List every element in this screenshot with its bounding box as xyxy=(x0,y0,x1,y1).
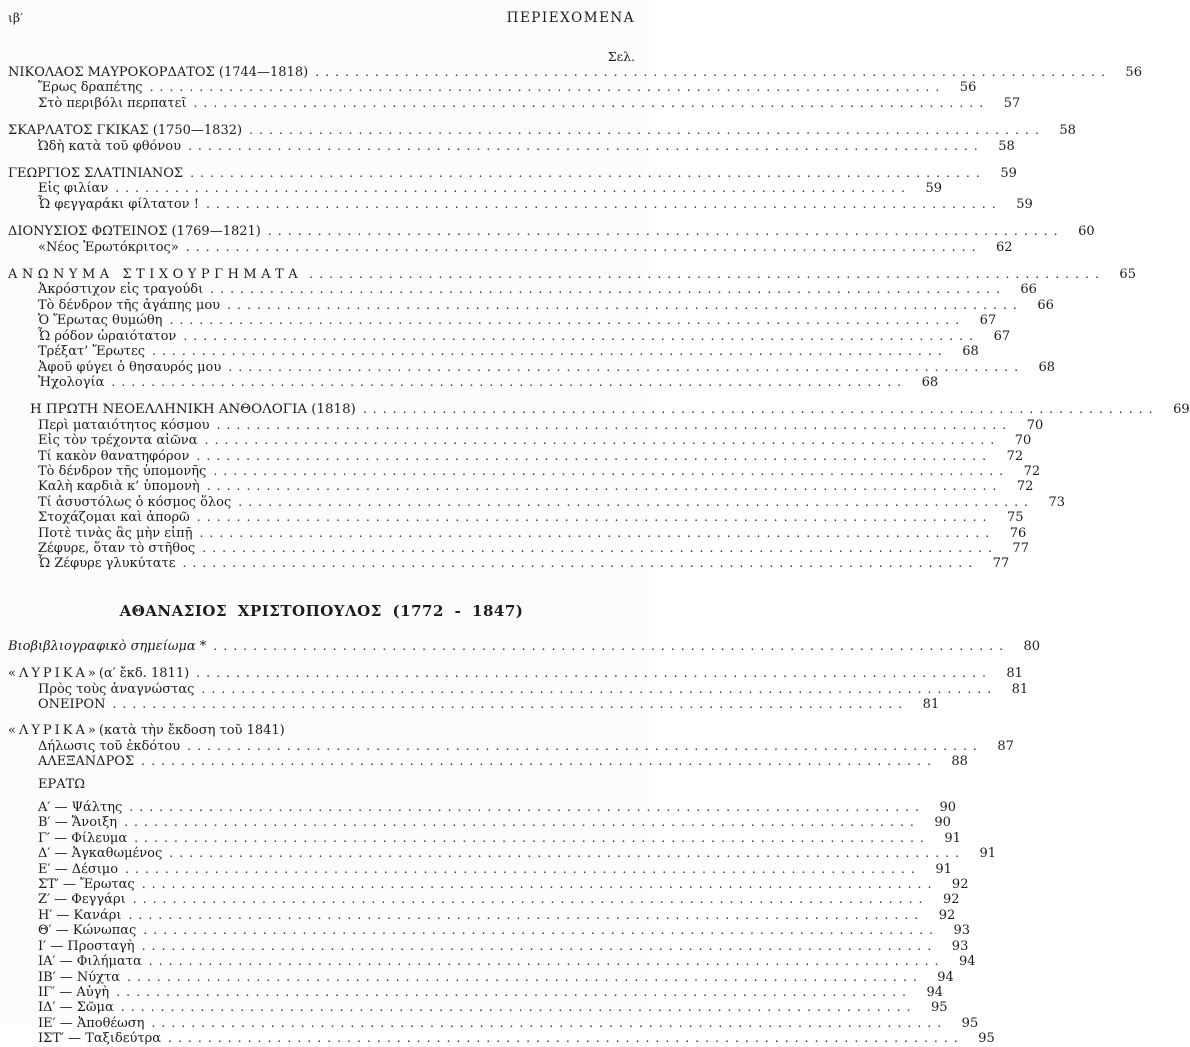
dot-leader xyxy=(206,197,997,212)
toc-entry-page: 95 xyxy=(961,1015,979,1031)
toc-entry xyxy=(8,239,1013,255)
toc-entry-page: 95 xyxy=(931,1000,948,1016)
toc-entry-page: 60 xyxy=(1078,224,1095,240)
dot-leader xyxy=(238,495,1029,510)
toc-entry-page: 58 xyxy=(998,138,1015,154)
toc-entry xyxy=(8,778,635,792)
toc-entry xyxy=(8,313,997,329)
dot-leader xyxy=(183,329,974,344)
toc-entry-title: Καλὴ καρδιὰ κ’ ὑπομονὴ xyxy=(38,479,200,495)
dot-leader xyxy=(268,224,1059,239)
toc-entry-page: 75 xyxy=(1006,510,1024,526)
toc-entry-title: ΣΚΑΡΛΑΤΟΣ ΓΚΙΚΑΣ (1750—1832) xyxy=(8,123,243,139)
toc-entry-title: Ποτὲ τινὰς ἂς μὴν εἰπῇ xyxy=(38,525,193,541)
dot-leader xyxy=(125,862,916,877)
toc-entry-title: Ι′ — Προσταγὴ xyxy=(38,938,135,954)
dot-leader xyxy=(116,985,907,1000)
toc-entry-title: ΟΝΕΙΡΟΝ xyxy=(38,697,106,712)
toc-entry xyxy=(8,510,1024,526)
toc-entry-title: ΑΝΩΝΥΜΑ ΣΤΙΧΟΥΡΓΗΜΑΤΑ xyxy=(8,267,303,283)
dot-leader xyxy=(201,682,992,697)
dot-leader xyxy=(141,754,932,769)
toc-entry xyxy=(8,969,954,985)
toc-entry xyxy=(8,984,944,1000)
dot-leader xyxy=(142,939,933,954)
toc-entry xyxy=(8,402,1190,418)
dot-leader xyxy=(190,166,981,181)
toc-entry-page: 68 xyxy=(1038,359,1056,375)
toc-entry-title: «Νέος Ἐρωτόκριτος» xyxy=(38,239,179,255)
toc-entry xyxy=(8,697,940,712)
toc-entry-title: «ΛΥΡΙΚΑ» xyxy=(8,666,99,682)
dot-leader xyxy=(207,479,998,494)
toc-entry-title: Α′ — Ψάλτης xyxy=(38,800,123,816)
dot-leader xyxy=(124,815,915,830)
toc-entry-title: ΕΡΑΤΩ xyxy=(38,776,86,792)
toc-entry-page: 58 xyxy=(1059,123,1076,139)
dot-leader xyxy=(196,666,987,681)
toc-entry xyxy=(8,181,942,197)
toc-entry xyxy=(8,681,1029,697)
toc-entry-page: 56 xyxy=(959,80,977,96)
dot-leader xyxy=(112,697,903,712)
toc-entry-page: 91 xyxy=(935,861,952,877)
dot-leader xyxy=(121,1000,912,1015)
toc-entry xyxy=(8,479,1034,495)
toc-entry-page: 69 xyxy=(1173,402,1190,418)
toc-entry-title: Ὦ φεγγαράκι φίλτατον ! xyxy=(38,196,199,212)
toc-entry xyxy=(8,892,960,908)
toc-entry-title: Η ΠΡΩΤΗ ΝΕΟΕΛΛΗΝΙΚΗ ΑΝΘΟΛΟΓΙΑ (1818) xyxy=(30,402,356,418)
toc-entry-page: 68 xyxy=(921,374,939,390)
toc-entry-page: 68 xyxy=(962,344,979,360)
toc-entry-title: Ζέφυρε, ὅταν τὸ στῆθος xyxy=(38,540,196,556)
dot-leader xyxy=(128,908,919,923)
toc-entry-page: 72 xyxy=(1023,463,1041,479)
toc-entry-title: Ζ′ — Φεγγάρι xyxy=(38,892,126,908)
toc-entry xyxy=(8,95,1021,111)
toc-entry xyxy=(8,359,1056,375)
toc-entry xyxy=(8,815,951,831)
toc-entry xyxy=(8,267,1136,283)
toc-entry-title-suffix: (κατὰ τὴν ἔκδοση τοῦ 1841) xyxy=(98,723,285,739)
toc-entry xyxy=(8,166,1017,182)
toc-entry-page: 70 xyxy=(1014,433,1032,449)
toc-entry-title: Τὸ δένδρον τῆς ἀγάπης μου xyxy=(38,297,221,313)
toc-entry-title: Ἀφοῦ φύγει ὁ θησαυρός μου xyxy=(38,359,222,375)
toc-entry xyxy=(8,433,1032,449)
toc-entry xyxy=(8,123,1076,139)
toc-entry-title: ΙΒ′ — Νύχτα xyxy=(38,969,121,985)
dot-leader xyxy=(228,360,1019,375)
toc-entry-page: 93 xyxy=(951,938,969,954)
toc-entry xyxy=(8,80,977,96)
dot-leader xyxy=(142,877,933,892)
toc-entry xyxy=(8,196,1033,212)
toc-entry xyxy=(8,1031,995,1047)
toc-entry-page: 81 xyxy=(1011,681,1029,697)
toc-entry-page: 66 xyxy=(1020,282,1037,298)
toc-entry-title: Ἠχολογία xyxy=(38,374,105,390)
section-heading: ΑΘΑΝΑΣΙΟΣ ΧΡΙΣΤΟΠΟΥΛΟΣ (1772 - 1847) xyxy=(119,601,524,620)
toc-entry-title: Γ′ — Φίλευμα xyxy=(38,830,128,846)
toc-entry-title: Ἔρως δραπέτης xyxy=(38,80,143,96)
dot-leader xyxy=(197,510,988,525)
toc-entry-title: ΝΙΚΟΛΑΟΣ ΜΑΥΡΟΚΟΡΔΑΤΟΣ (1744—1818) xyxy=(8,65,309,80)
toc-entry xyxy=(8,328,1011,344)
toc-entry-title: Εἰς φιλίαν xyxy=(38,181,109,197)
toc-entry-page: 65 xyxy=(1119,267,1136,283)
toc-entry-title: ΣΤ′ — Ἔρωτας xyxy=(38,877,135,893)
toc-entry-title: Τρέξατ’ Ἔρωτες xyxy=(38,344,146,360)
dot-leader xyxy=(182,556,973,571)
toc-entry xyxy=(8,800,957,816)
dot-leader xyxy=(188,139,979,154)
toc-entry-page: 59 xyxy=(925,181,942,197)
running-title: ΠΕΡΙΕΧΟΜΕΝΑ xyxy=(506,10,635,26)
toc-entry-title: Εἰς τὸν τρέχοντα αἰῶνα xyxy=(38,433,198,449)
dot-leader xyxy=(151,1016,942,1031)
toc-entry xyxy=(8,374,939,390)
toc-entry xyxy=(8,1000,948,1016)
toc-entry-title: Ἀκρόστιχον εἰς τραγούδι xyxy=(38,282,204,298)
page-header xyxy=(8,10,635,26)
toc-entry-title: Βιοβιβλιογραφικὸ σημείωμα * xyxy=(8,638,207,654)
toc-entry-page: 95 xyxy=(978,1031,995,1047)
toc-entry-page: 62 xyxy=(996,239,1013,255)
toc-entry-page: 91 xyxy=(979,846,997,862)
dot-leader xyxy=(187,739,978,754)
toc-entry-page: 73 xyxy=(1048,494,1066,510)
toc-entry-page: 90 xyxy=(934,815,951,831)
toc-entry-page: 67 xyxy=(993,328,1011,344)
dot-leader xyxy=(210,282,1001,297)
toc-entry xyxy=(8,448,1024,464)
dot-leader xyxy=(196,449,987,464)
toc-entry-page: 90 xyxy=(939,800,957,816)
toc-entry-title: Περὶ ματαιότητος κόσμου xyxy=(38,417,210,433)
toc-entry-page: 77 xyxy=(1012,540,1029,556)
toc-entry-title: Στὸ περιβόλι περπατεῖ xyxy=(38,95,187,111)
toc-entry xyxy=(8,417,1044,433)
toc-entry xyxy=(8,344,979,360)
dot-leader xyxy=(216,418,1007,433)
toc-entry-title: ΙΣΤ′ — Ταξιδεύτρα xyxy=(38,1031,161,1047)
toc-entry-title: Δ′ — Ἀγκαθωμένος xyxy=(38,846,163,862)
toc-entry-page: 77 xyxy=(992,556,1010,572)
toc-entry-title: ΓΕΩΡΓΙΟΣ ΣΛΑΤΙΝΙΑΝΟΣ xyxy=(8,166,184,182)
dot-leader xyxy=(205,433,996,448)
dot-leader xyxy=(249,123,1040,138)
dot-leader xyxy=(227,298,1018,313)
toc-entry xyxy=(8,282,1037,298)
toc-entry-page: 59 xyxy=(1016,196,1033,212)
toc-entry xyxy=(8,830,961,846)
dot-leader xyxy=(143,923,934,938)
dot-leader xyxy=(115,181,906,196)
dot-leader xyxy=(202,541,993,556)
toc-entry-title: Ε′ — Δέσιμο xyxy=(38,861,119,877)
toc-entry-title: Τί κακὸν θανατηφόρον xyxy=(38,448,190,464)
toc-entry xyxy=(8,494,1066,510)
dot-leader xyxy=(169,313,960,328)
toc-entry-title: ΙΕ′ — Ἀποθέωση xyxy=(38,1015,145,1031)
dot-leader xyxy=(127,970,918,985)
toc-entry xyxy=(8,224,1095,240)
toc-entry-title: «ΛΥΡΙΚΑ» xyxy=(8,723,99,739)
toc-entry xyxy=(8,877,969,893)
dot-leader xyxy=(149,954,940,969)
toc-entry-title: Η′ — Κανάρι xyxy=(38,907,122,923)
toc-entry-page: 59 xyxy=(1000,166,1017,182)
toc-entry-page: 81 xyxy=(1006,666,1023,682)
toc-entry xyxy=(8,138,1015,154)
toc-entry-page: 67 xyxy=(979,313,997,329)
toc-entry-page: 80 xyxy=(1023,638,1041,654)
toc-entry xyxy=(8,846,997,862)
folio-number: ιβ′ xyxy=(8,10,23,25)
dot-leader xyxy=(129,800,920,815)
dot-leader xyxy=(134,831,925,846)
dot-leader xyxy=(363,402,1154,417)
toc-entry xyxy=(8,1015,979,1031)
toc-entry-title: Δήλωσις τοῦ ἐκδότου xyxy=(38,738,181,754)
dot-leader xyxy=(193,96,984,111)
toc-entry-page: 72 xyxy=(1016,479,1034,495)
toc-entry-page: 94 xyxy=(937,969,954,985)
dot-leader xyxy=(150,80,941,95)
toc-entry-page: 81 xyxy=(922,697,940,712)
toc-entry-page: 88 xyxy=(951,754,968,770)
toc-entry xyxy=(8,525,1027,541)
dot-leader xyxy=(315,65,1106,80)
toc-entry xyxy=(8,954,976,970)
toc-entry-page: 94 xyxy=(958,954,976,970)
toc-entry xyxy=(8,540,1029,556)
toc-entry-page: 70 xyxy=(1026,417,1044,433)
toc-entry-title: Ὦ Ζέφυρε γλυκύτατε xyxy=(38,556,176,572)
toc-entry-title: Θ′ — Κώνωπας xyxy=(38,923,137,939)
toc-entry xyxy=(8,463,1041,479)
dot-leader xyxy=(169,846,960,861)
dot-leader xyxy=(168,1031,959,1046)
toc-entry xyxy=(8,724,635,738)
toc-entry-page: 76 xyxy=(1009,525,1027,541)
toc-entry-page: 94 xyxy=(926,984,944,1000)
toc-entry xyxy=(8,666,1023,682)
page-column-label: Σελ. xyxy=(607,49,635,64)
toc-entry-page: 92 xyxy=(951,877,969,893)
toc-entry-page: 92 xyxy=(938,907,956,923)
toc-entry-page: 93 xyxy=(953,923,971,939)
toc-entry xyxy=(8,907,956,923)
dot-leader xyxy=(199,526,990,541)
toc-entry xyxy=(8,297,1054,313)
toc-entry xyxy=(8,754,968,770)
toc-entry-page: 66 xyxy=(1037,297,1054,313)
dot-leader xyxy=(309,267,1100,282)
toc-entry-page: 57 xyxy=(1003,95,1021,111)
toc-entry-title: Ὁ Ἔρωτας θυμώθη xyxy=(38,313,163,329)
toc-entry-title: Στοχάζομαι καὶ ἀπορῶ xyxy=(38,510,190,526)
dot-leader xyxy=(213,639,1004,654)
dot-leader xyxy=(152,344,943,359)
dot-leader xyxy=(111,375,902,390)
toc-entry-page: 91 xyxy=(944,830,961,846)
toc-entry-title: ΑΛΕΞΑΝΔΡΟΣ xyxy=(38,754,135,770)
toc-entry-title: Ὠδὴ κατὰ τοῦ φθόνου xyxy=(38,138,181,154)
toc-entry-title-suffix: (α′ ἔκδ. 1811) xyxy=(98,666,190,682)
toc-entry xyxy=(8,65,1142,80)
toc-entry-title: Ὦ ρόδον ὡραιότατον xyxy=(38,328,177,344)
toc-entry-page: 72 xyxy=(1006,448,1024,464)
toc-entry xyxy=(8,638,1041,654)
toc-list xyxy=(8,65,1190,1047)
toc-entry-title: Τί ἀσυστόλως ὁ κόσμος ὅλος xyxy=(38,494,232,510)
dot-leader xyxy=(213,464,1004,479)
toc-entry xyxy=(8,923,971,939)
toc-entry xyxy=(8,556,1010,572)
toc-entry-title: ΔΙΟΝΥΣΙΟΣ ΦΩΤΕΙΝΟΣ (1769—1821) xyxy=(8,224,261,240)
toc-entry-page: 92 xyxy=(942,892,960,908)
toc-entry xyxy=(8,738,1014,754)
dot-leader xyxy=(186,240,977,255)
toc-entry-title: ΙΓ′ — Αὐγὴ xyxy=(38,984,110,1000)
dot-leader xyxy=(133,892,924,907)
toc-entry-title: Β′ — Ἄνοιξη xyxy=(38,815,118,831)
toc-entry-title: ΙΑ′ — Φιλήματα xyxy=(38,954,142,970)
toc-entry-page: 87 xyxy=(997,738,1014,754)
toc-entry-title: ΙΔ′ — Σῶμα xyxy=(38,1000,114,1016)
toc-entry-page: 56 xyxy=(1125,65,1142,80)
toc-entry xyxy=(8,861,952,877)
toc-entry-title: Πρὸς τοὺς ἀναγνώστας xyxy=(38,681,195,697)
toc-entry xyxy=(8,938,969,954)
toc-entry-title: Τὸ δένδρον τῆς ὑπομονῆς xyxy=(38,463,207,479)
